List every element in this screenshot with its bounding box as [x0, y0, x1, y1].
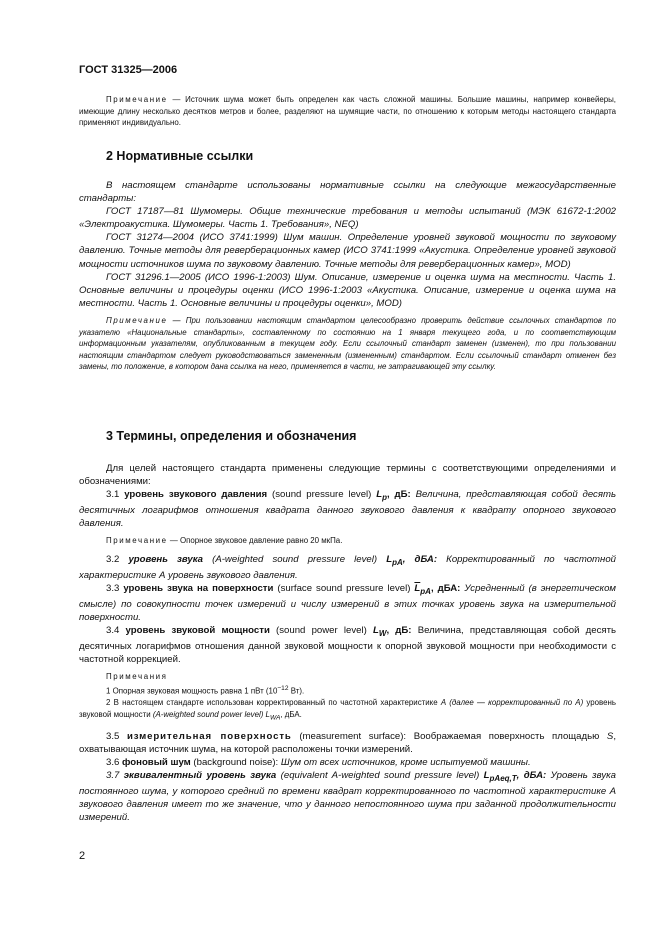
term-definition: Уровень звука постоянного шума, у которого средний по времени квадрат корректированного по частотной характеристике А звукового давления имеет то же значение, что у данного непостоянного шума при заданной продолжительности измерений. — [79, 770, 616, 824]
reference-item: ГОСТ 31274—2004 (ИСО 3741:1999) Шум машин. Определение уровней звуковой мощности по звуковому давлению. Точные методы для реверберационных камер (ИСО 3741:1999 «Акустика. Определение уровней звуковой мощности источников шума по звуковому давлению. Точные методы для реверберационных камер», MOD) — [79, 232, 616, 270]
reference-item: ГОСТ 17187—81 Шумомеры. Общие технические требования и методы испытаний (МЭК 61672-1:2002 «Электроакустика. Шумомеры. Часть 1. Требования», NEQ) — [79, 206, 616, 231]
term-3-5: 3.5 измерительная поверхность (measurement surface): Воображаемая поверхность площадью S, охватывающая источник шума, на которой расположены точки измерений. — [79, 731, 616, 756]
section-heading: 3 Термины, определения и обозначения — [106, 429, 357, 443]
note-label: Примечание — [106, 95, 168, 104]
term-name: эквивалентный уровень звука — [123, 770, 277, 782]
term-3-7: 3.7 эквивалентный уровень звука (equivalent A-weighted sound pressure level) $L_{pAeq,T}$, дБА: Уровень звука постоянного шума, у которого средний по времени квадрат корректированного по частотной характеристике А звукового давления имеет то же значение, что у данного непостоянного шума при заданной продолжительности измерений. — [79, 770, 616, 824]
section-intro: Для целей настоящего стандарта применены следующие термины с соответствующими определениями и обозначениями: — [79, 463, 616, 488]
note-paragraph — [79, 315, 616, 373]
note-label: Примечание — [106, 536, 168, 546]
term-name: фоновый шум — [122, 757, 191, 769]
section-3-heading-block — [79, 429, 616, 444]
term-3-3: 3.3 уровень звука на поверхности (surface sound pressure level) $\overline{L}_{pA}$, дБА: Усредненный (в энергетическом смысле) по совокупности точек измерений и числу измерений в этих точках уровень звука на измерительной поверхности. — [79, 583, 616, 624]
section-intro: В настоящем стандарте использованы нормативные ссылки на следующие межгосударственные стандарты: — [79, 180, 616, 205]
note-text: — Опорное звуковое давление равно 20 мкПа. — [167, 536, 343, 546]
section-heading: 2 Нормативные ссылки — [106, 149, 254, 163]
reference-item: ГОСТ 31296.1—2005 (ИСО 1996-1:2003) Шум. Описание, измерение и оценка шума на местности. Часть 1. Основные величины и процедуры оценки (ИСО 1996-1:2003 «Акустика. Описание, измерение и оценка шума на местности. Часть 1. Основные величины и процедуры оценки», MOD) — [79, 271, 616, 309]
note-label: Примечание — [106, 315, 168, 325]
term-3-1: 3.1 уровень звукового давления (sound pressure level) $L_p$, дБ: Величина, представляющая собой десять десятичных логарифмов отношения квадрата данного звукового давления к квадрату опорного звукового давления. — [79, 489, 617, 530]
notes-label: Примечания — [106, 672, 168, 682]
term-definition: Величина, представляющая собой десять десятичных логарифмов отношения данной звуковой мощности к опорной звуковой мощности при необходимости с частотной коррекцией. — [79, 625, 616, 666]
term-3-2: 3.2 уровень звука (A-weighted sound pressure level) $L_{pA}$, дБА: Корректированный по частотной характеристике А уровень звукового давления. — [79, 553, 617, 581]
note-item: 1 Опорная звуковая мощность равна 1 пВт ($10^{-12}$ Вт). — [106, 685, 305, 696]
term-3-6: 3.6 фоновый шум (background noise): Шум от всех источников, кроме испытуемой машины. — [106, 757, 531, 769]
section-3-body — [79, 462, 616, 825]
term-definition: Усредненный (в энергетическом смысле) по совокупности точек измерений и числу измерений в этих точках уровень звука на измерительной поверхности. — [79, 583, 616, 624]
note-text: — Источник шума может быть определен как часть сложной машины. Большие машины, например конвейеры, имеющие длину несколько десятков метров и более, разделяют на шумящие части, по отношению к которым методы настоящего стандарта применяют индивидуально. — [79, 95, 616, 128]
term-name: уровень звука на поверхности — [123, 583, 274, 595]
note-paragraph — [79, 535, 616, 547]
term-name: уровень звука — [128, 553, 204, 565]
term-name: измерительная поверхность — [126, 731, 292, 743]
term-definition: Корректированный по частотной характеристике А уровень звукового давления. — [79, 553, 617, 581]
term-definition: Шум от всех источников, кроме испытуемой машины. — [278, 757, 531, 769]
page-number: 2 — [79, 850, 86, 862]
term-definition: Величина, представляющая собой десять десятичных логарифмов отношения квадрата данного звукового давления к квадрату опорного звукового давления. — [79, 489, 617, 530]
section-2-body — [79, 179, 616, 373]
intro-note — [79, 94, 616, 129]
term-3-4: 3.4 уровень звуковой мощности (sound power level) $L_W$, дБ: Величина, представляющая собой десять десятичных логарифмов отношения данной звуковой мощности к опорной звуковой мощности при необходимости с частотной коррекцией. — [79, 625, 616, 666]
document-header: ГОСТ 31325—2006 — [79, 64, 178, 76]
term-name: уровень звукового давления — [124, 489, 268, 501]
note-text: — При пользовании настоящим стандартом целесообразно проверить действие ссылочных стандартов по указателю «Национальные стандарты», составленному по состоянию на 1 января текущего года, и по соответствующим информационным указателям, опубликованным в текущем году. Если ссылочный стандарт заменен (изменен), то при пользовании настоящим стандартом следует руководствоваться замененным (измененным) стандартом. Если ссылочный стандарт отменен без замены, то положение, в котором дана ссылка на него, применяется в части, не затрагивающей эту ссылку. — [79, 315, 616, 372]
term-name: уровень звуковой мощности — [125, 625, 270, 637]
note-paragraph — [79, 94, 616, 129]
section-2-heading-block — [79, 149, 616, 164]
note-item: 2 В настоящем стандарте использован корректированный по частотной характеристике А (далее — корректированный по А) уровень звуковой мощности (A-weighted sound power level) $L_{WA}$, дБА. — [79, 698, 617, 722]
